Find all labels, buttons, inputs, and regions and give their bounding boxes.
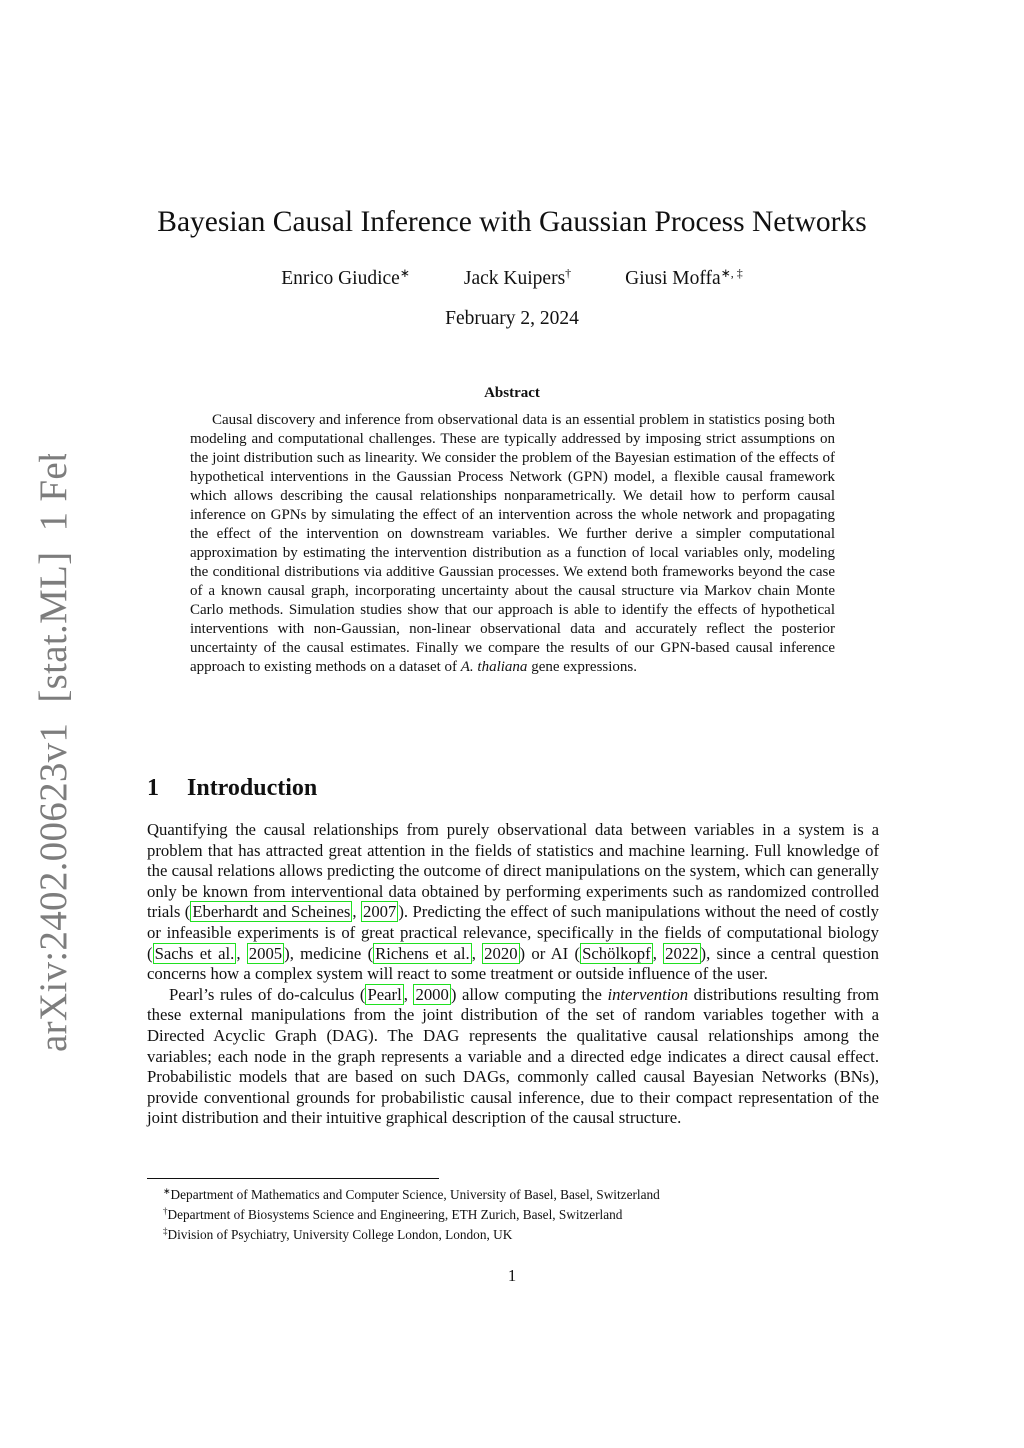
footnote-mark: † <box>163 1206 168 1216</box>
section-number: 1 <box>147 775 159 801</box>
footnote: ‡Division of Psychiatry, University College London, London, UK <box>163 1226 513 1242</box>
paragraph: Pearl’s rules of do-calculus ( Pearl , 2000 ) allow computing the intervention distributions resulting from these external manipulations from the joint distribution of the set of random variables together with a Directed Acyclic Graph (DAG). The DAG represents the qualitative causal relationships among the variables; each node in the graph represents a variable and a directed edge indicates a direct causal effect. Probabilistic models that are based on such DAGs, commonly called causal Bayesian Networks (BNs), provide conventional grounds for probabilistic causal inference, due to their compact representation of the joint distribution and their intuitive graphical description of the causal structure. <box>147 984 880 1128</box>
footnote-divider <box>147 1178 439 1179</box>
citation-link[interactable]: Eberhardt and Scheines <box>192 902 351 922</box>
citation-link[interactable]: Schölkopf <box>582 943 651 963</box>
publication-date: February 2, 2024 <box>445 308 579 329</box>
citation-link[interactable]: Pearl <box>367 984 402 1004</box>
arxiv-identifier-stamp <box>19 454 79 1054</box>
page-number: 1 <box>507 1266 517 1285</box>
emphasis: intervention <box>607 984 689 1004</box>
citation-link[interactable]: 2022 <box>665 943 699 963</box>
citation-link[interactable]: 2005 <box>248 943 283 963</box>
paragraph: Quantifying the causal relationships from purely observational data between variables in a system is a problem that has attracted great attention in the fields of statistics and machine learning. Full knowledge of the causal relations allows predicting the outcome of direct manipulations on the system, which can generally only be known from interventional data obtained by performing experiments such as randomized controlled trials ( Eberhardt and Scheines , 2007 ). Predicting the effect of such manipulations without the need of costly or infeasible experiments is of great practical relevance, specifically in the fields of computational biology ( Sachs et al. , 2005 ), medicine ( Richens et al. , 2020 ) or AI ( Schölkopf , 2022 ), since a central question concerns how a complex system will react to some treatment or outside influence of the user. <box>147 820 880 984</box>
affiliation-mark: ∗ <box>399 266 410 280</box>
author: Jack Kuipers† <box>463 266 572 289</box>
footnote: †Department of Biosystems Science and Engineering, ETH Zurich, Basel, Switzerland <box>163 1206 623 1222</box>
author: Giusi Moffa∗, ‡ <box>625 266 743 289</box>
footnote-mark: ‡ <box>163 1226 168 1236</box>
author-list <box>0 266 1024 290</box>
citation-link[interactable]: 2000 <box>415 984 449 1004</box>
paper-title: Bayesian Causal Inference with Gaussian Process Networks <box>157 206 867 238</box>
affiliation-mark: † <box>565 266 572 280</box>
citation-link[interactable]: Sachs et al. <box>154 943 235 963</box>
section-title: Introduction <box>187 775 318 801</box>
author: Enrico Giudice∗ <box>281 266 410 289</box>
arxiv-identifier-text: arXiv:2402.00623v1 [stat.ML] 1 Feb 2024 <box>32 454 75 1052</box>
citation-link[interactable]: 2020 <box>484 943 518 963</box>
abstract-body: Causal discovery and inference from observational data is an essential problem in statistics posing both modeling and computational challenges. These are typically addressed by imposing strict assumptions on the joint distribution such as linearity. We consider the problem of the Bayesian estimation of the effects of hypothetical interventions in the Gaussian Process Network (GPN) model, a flexible causal framework which allows describing the causal relationships nonparametrically. We detail how to perform causal inference on GPNs by simulating the effect of an intervention across the whole network and propagating the effect of the intervention on downstream variables. We further derive a simpler computational approximation by estimating the intervention distribution as a function of local variables only, modeling the conditional distributions via additive Gaussian processes. We extend both frameworks beyond the case of a known causal graph, incorporating uncertainty about the causal structure via Markov chain Monte Carlo methods. Simulation studies show that our approach is able to identify the effects of hypothetical interventions with non-Gaussian, non-linear observational data and accurately reflect the posterior uncertainty of the causal estimates. Finally we compare the results of our GPN-based causal inference approach to existing methods on a dataset of A. thaliana gene expressions. <box>190 412 835 675</box>
footnote: ∗Department of Mathematics and Computer Science, University of Basel, Basel, Switzerland <box>163 1186 660 1202</box>
citation-link[interactable]: Richens et al. <box>375 943 470 963</box>
affiliation-mark: ∗, ‡ <box>720 266 743 280</box>
species-name: A. thaliana <box>460 659 528 675</box>
introduction-body <box>147 820 879 1129</box>
citation-link[interactable]: 2007 <box>362 902 397 922</box>
footnotes <box>163 1183 660 1243</box>
abstract-heading: Abstract <box>484 385 540 401</box>
section-heading <box>147 775 317 802</box>
footnote-mark: ∗ <box>163 1186 171 1196</box>
